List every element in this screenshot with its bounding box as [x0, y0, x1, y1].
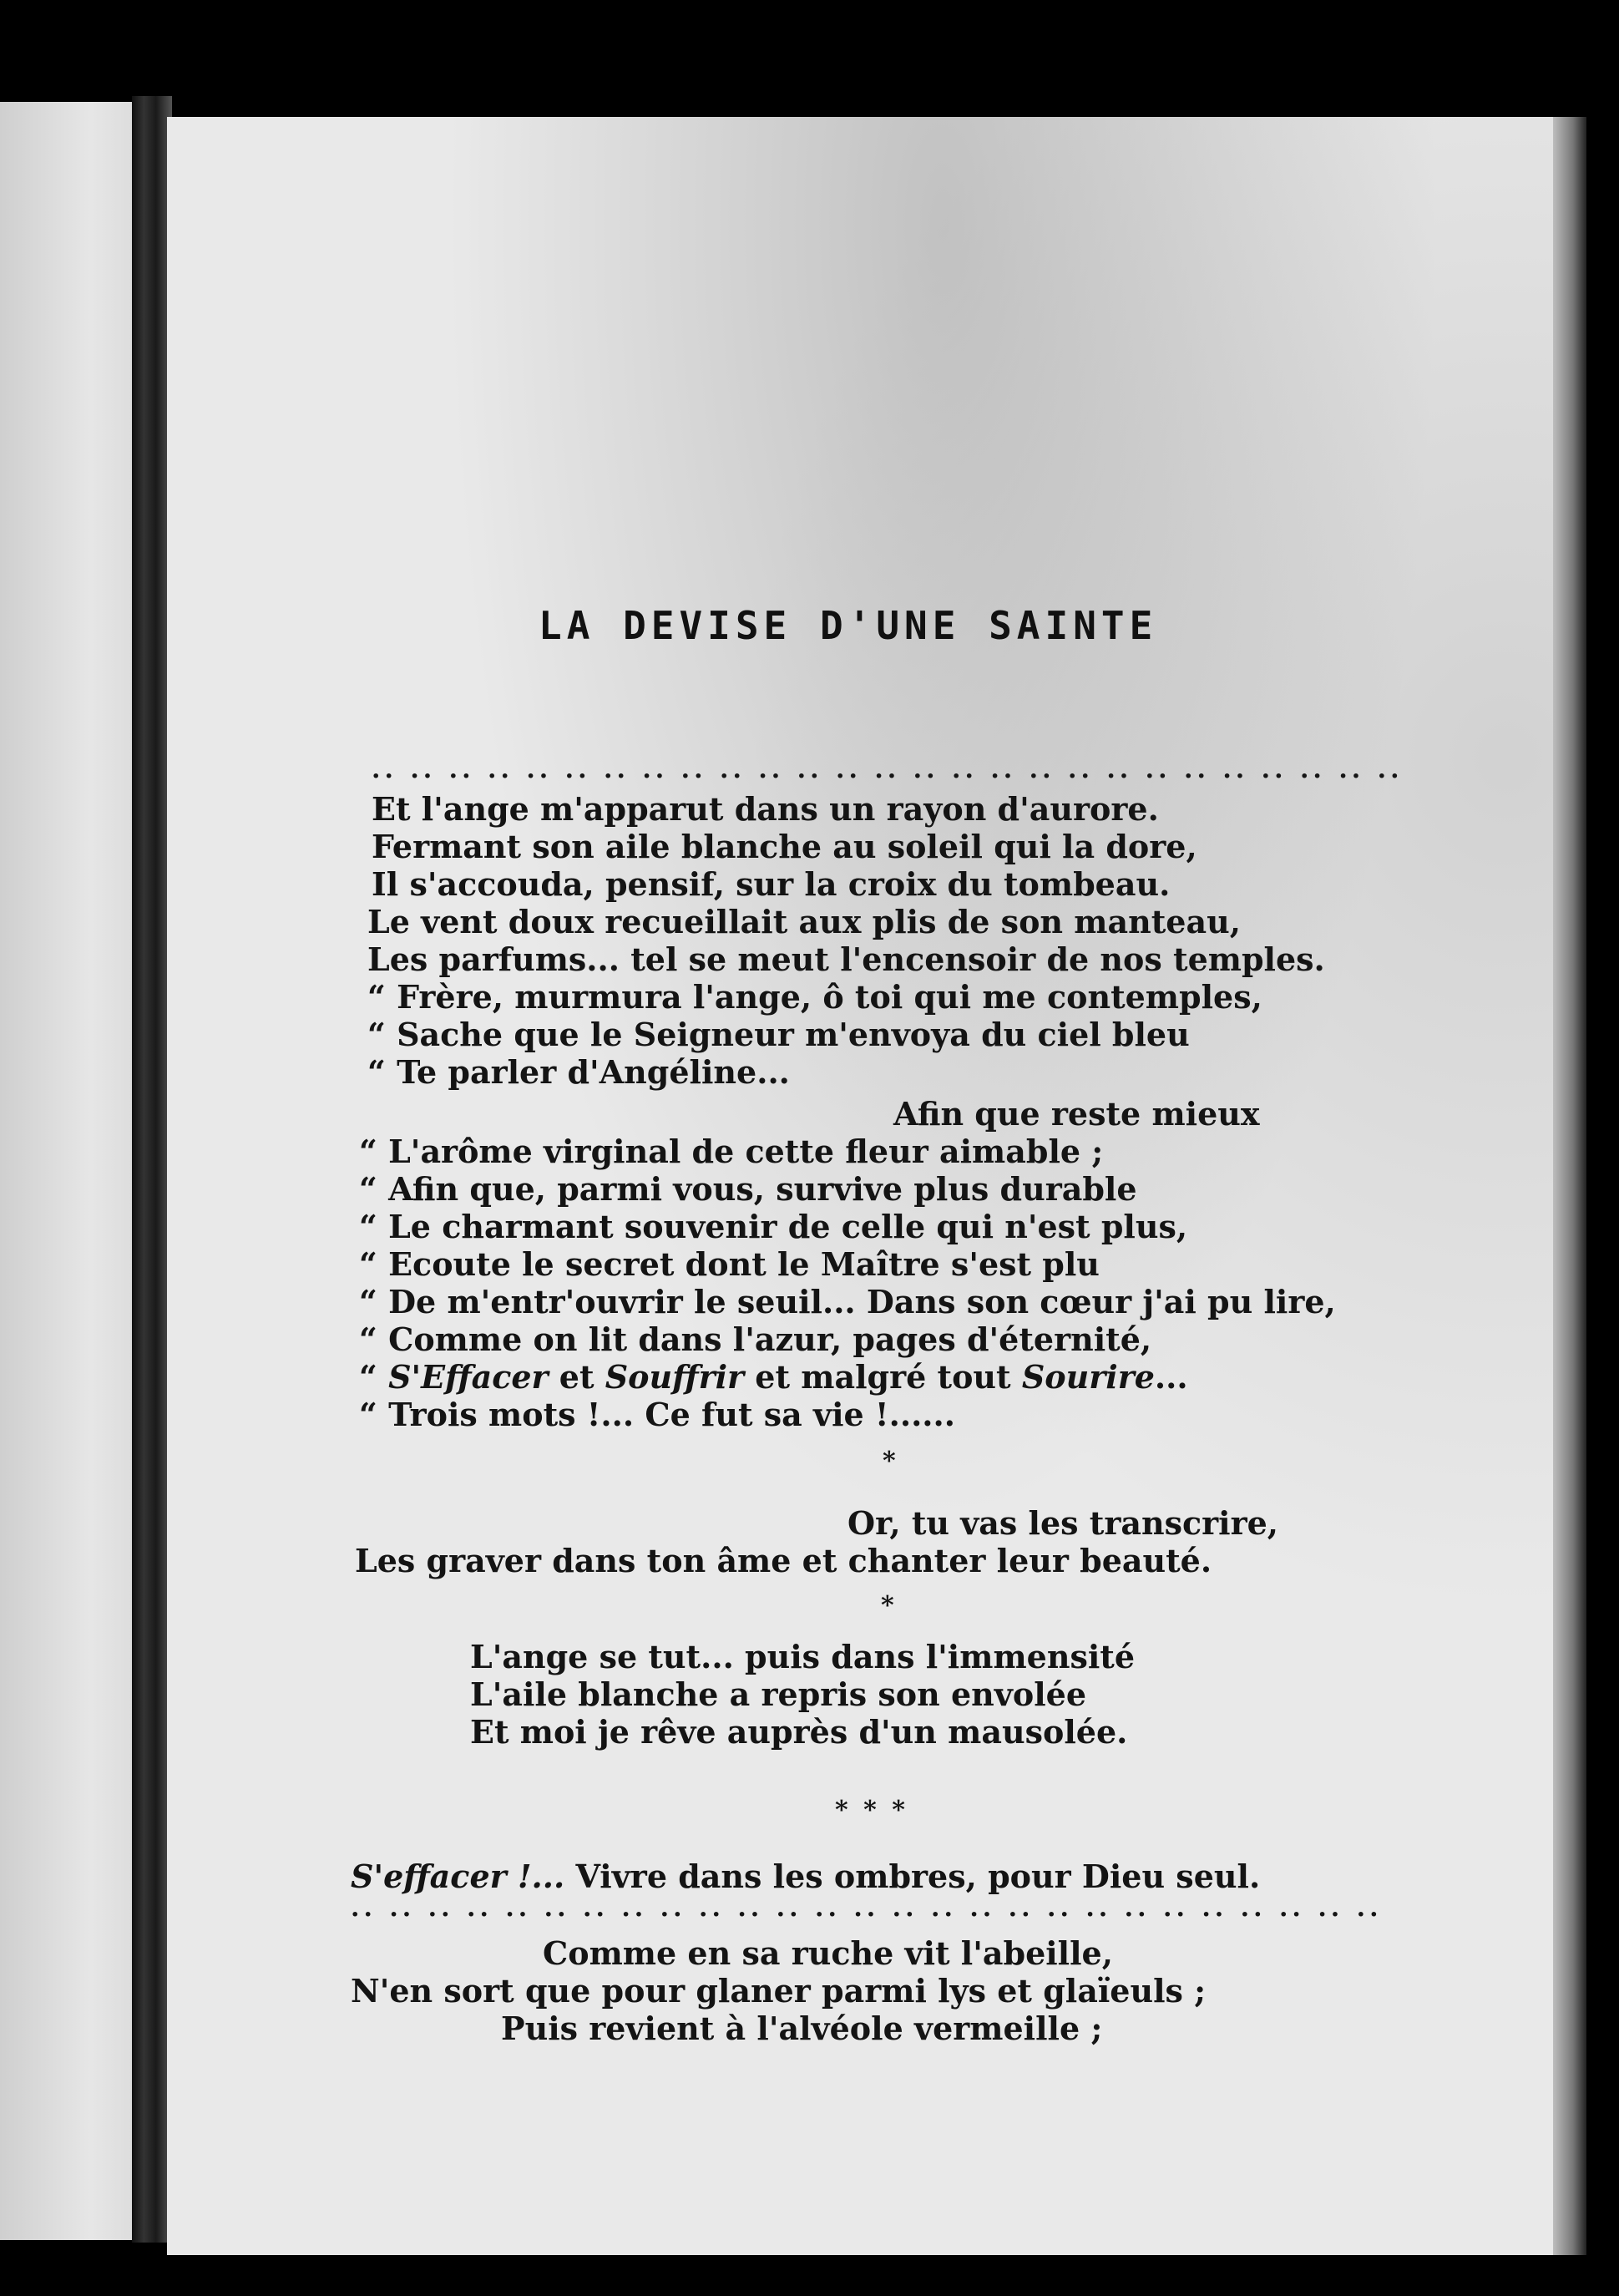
verse-text: Vivre dans les ombres, pour Dieu seul.	[564, 1858, 1261, 1895]
verse-line	[351, 1858, 1261, 1895]
verse-line: “ Ecoute le secret dont le Maître s'est plu	[359, 1245, 1100, 1283]
motto-word: Souffrir	[605, 1358, 745, 1396]
dotted-separator-top: ·· ·· ·· ·· ·· ·· ·· ·· ·· ·· ·· ·· ·· ·· ·· ·· ·· ·· ·· ·· ·· ·· ·· ·· ·· ·· ··	[372, 762, 1404, 791]
verse-line: L'ange se tut... puis dans l'immensité	[470, 1638, 1136, 1675]
motto-connector: et	[548, 1358, 605, 1396]
verse-line: “ Te parler d'Angéline...	[367, 1053, 790, 1091]
star-ornament: *	[883, 1447, 896, 1476]
facing-page	[0, 102, 150, 2240]
motto-connector: et malgré tout	[744, 1358, 1022, 1396]
verse-line-continuation: Or, tu vas les transcrire,	[847, 1504, 1279, 1542]
motto-word: Sourire	[1021, 1358, 1155, 1396]
verse-line: “ Trois mots !... Ce fut sa vie !......	[359, 1396, 955, 1433]
verse-line: Il s'accouda, pensif, sur la croix du tombeau.	[372, 865, 1171, 903]
book-gutter	[132, 96, 172, 2243]
motto-word: S'Effacer	[388, 1358, 549, 1396]
motto-line	[359, 1358, 1188, 1396]
dotted-separator-bottom: ·· ·· ·· ·· ·· ·· ·· ·· ·· ·· ·· ·· ·· ·· ·· ·· ·· ·· ·· ·· ·· ·· ·· ·· ·· ·· ··	[351, 1900, 1383, 1929]
motto-word: S'effacer !...	[351, 1858, 565, 1895]
verse-line: Puis revient à l'alvéole vermeille ;	[501, 2010, 1103, 2047]
verse-line-continuation: Afin que reste mieux	[893, 1095, 1260, 1133]
verse-line: Et l'ange m'apparut dans un rayon d'aurore.	[372, 790, 1159, 828]
verse-line: Le vent doux recueillait aux plis de son manteau,	[367, 903, 1241, 940]
verse-line: “ Le charmant souvenir de celle qui n'est plus,	[359, 1208, 1188, 1245]
star-ornament: *	[881, 1591, 894, 1620]
verse-line: “ Sache que le Seigneur m'envoya du ciel bleu	[367, 1016, 1190, 1053]
verse-line: “ Afin que, parmi vous, survive plus durable	[359, 1170, 1137, 1208]
verse-line: N'en sort que pour glaner parmi lys et glaïeuls ;	[351, 1972, 1207, 2010]
verse-line: “ L'arôme virginal de cette fleur aimable ;	[359, 1133, 1104, 1170]
verse-line: Et moi je rêve auprès d'un mausolée.	[470, 1713, 1128, 1751]
verse-line: “ Comme on lit dans l'azur, pages d'éternité,	[359, 1320, 1152, 1358]
verse-line: Les graver dans ton âme et chanter leur beauté.	[355, 1542, 1212, 1579]
page-edge	[1553, 117, 1586, 2255]
asterism: * * *	[835, 1796, 908, 1825]
quote-mark: “	[359, 1358, 389, 1396]
verse-line: “ Frère, murmura l'ange, ô toi qui me contemples,	[367, 978, 1262, 1016]
verse-line: Comme en sa ruche vit l'abeille,	[543, 1934, 1113, 1972]
verse-line: Les parfums... tel se meut l'encensoir de nos temples.	[367, 940, 1325, 978]
poem-title: LA DEVISE D'UNE SAINTE	[539, 603, 1158, 648]
ellipsis: ...	[1154, 1358, 1188, 1396]
verse-line: “ De m'entr'ouvrir le seuil... Dans son cœur j'ai pu lire,	[359, 1283, 1336, 1320]
verse-line: L'aile blanche a repris son envolée	[470, 1675, 1086, 1713]
verse-line: Fermant son aile blanche au soleil qui la dore,	[372, 828, 1197, 865]
